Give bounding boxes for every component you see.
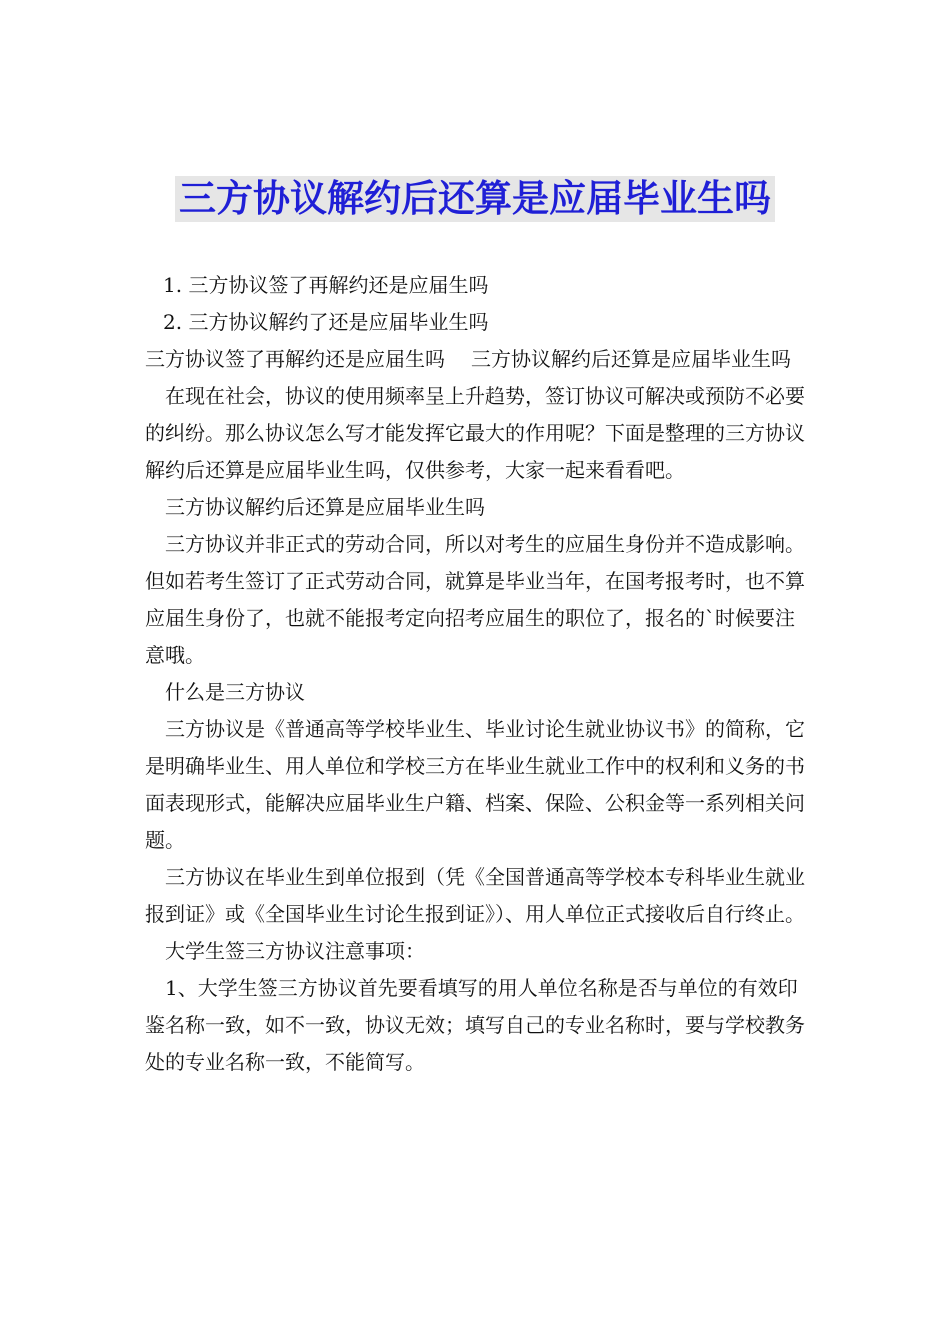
paragraph-intro: 在现在社会，协议的使用频率呈上升趋势，签订协议可解决或预防不必要的纠纷。那么协议怎么写才能发挥它最大的作用呢？下面是整理的三方协议解约后还算是应届毕业生吗，仅供参考，大家一起来看看吧。 [145, 384, 805, 482]
paragraph-termination: 三方协议在毕业生到单位报到（凭《全国普通高等学校本专科毕业生就业报到证》或《全国毕业生讨论生报到证》）、用人单位正式接收后自行终止。 [145, 865, 805, 926]
paragraph-note-1: 1、大学生签三方协议首先要看填写的用人单位名称是否与单位的有效印鉴名称一致，如不一致，协议无效；填写自己的专业名称时，要与学校教务处的专业名称一致，不能简写。 [145, 976, 805, 1074]
toc-item-1: 1. 三方协议签了再解约还是应届生吗 [163, 273, 489, 297]
section-heading-notes: 大学生签三方协议注意事项： [165, 939, 425, 963]
section-heading-what: 什么是三方协议 [165, 680, 305, 704]
heading-line [145, 341, 809, 378]
section-heading-answer: 三方协议解约后还算是应届毕业生吗 [165, 495, 485, 519]
heading-line-part1: 三方协议签了再解约还是应届生吗 [145, 347, 445, 371]
document-title: 三方协议解约后还算是应届毕业生吗 [175, 176, 775, 222]
paragraph-definition: 三方协议是《普通高等学校毕业生、毕业讨论生就业协议书》的简称，它是明确毕业生、用人单位和学校三方在毕业生就业工作中的权利和义务的书面表现形式，能解决应届毕业生户籍、档案、保险、公积金等一系列相关问题。 [145, 717, 805, 852]
heading-line-part2: 三方协议解约后还算是应届毕业生吗 [471, 347, 791, 371]
title-block [0, 176, 950, 222]
document-body [145, 267, 809, 1081]
toc-item-2: 2. 三方协议解约了还是应届毕业生吗 [163, 310, 489, 334]
paragraph-answer: 三方协议并非正式的劳动合同，所以对考生的应届生身份并不造成影响。但如若考生签订了正式劳动合同，就算是毕业当年，在国考报考时，也不算应届生身份了，也就不能报考定向招考应届生的职位了，报名的`时候要注意哦。 [145, 532, 805, 667]
